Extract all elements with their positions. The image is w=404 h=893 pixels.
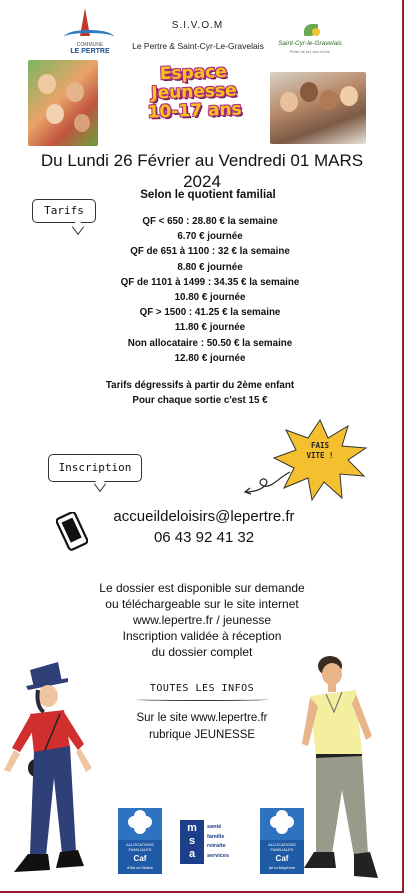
website-link[interactable]: www.lepertre.fr / jeunesse <box>132 613 272 627</box>
rate-line: 10.80 € journée <box>174 292 246 304</box>
msa-logo: m s a santé famille retraite services <box>180 820 238 864</box>
tarifs-list <box>90 214 330 366</box>
rate-line: QF > 1500 : 41.25 € la semaine <box>139 307 281 319</box>
rate-line: QF de 651 à 1100 : 32 € la semaine <box>130 246 290 258</box>
infos-site: Sur le site www.lepertre.fr rubrique JEUNESSE <box>100 710 304 744</box>
quotient-heading: Selon le quotient familial <box>140 189 276 201</box>
teens-photo-right <box>270 72 366 144</box>
commune-le-pertre-logo: COMMUNE LE PERTRE <box>62 8 118 56</box>
caf-ille-et-vilaine-logo: ALLOCATIONS FAMILIALES Caf d'Ille-et-Vilaine <box>118 808 162 874</box>
boy-illustration <box>296 654 400 890</box>
swirl-arrow-icon <box>242 468 292 496</box>
dossier-info: Le dossier est disponible sur demande ou téléchargeable sur le site internet www.lepertre.fr / jeunesse Inscription validée à réception du dossier complet <box>40 580 364 660</box>
tarifs-speech-bubble: Tarifs <box>32 199 96 223</box>
rate-line: QF < 650 : 28.80 € la semaine <box>142 216 278 227</box>
contact-email[interactable]: accueildeloisirs@lepertre.fr <box>113 508 295 525</box>
kids-photo-left <box>28 60 98 146</box>
rate-line: 6.70 € journée <box>177 231 243 243</box>
caf-flower-icon <box>274 814 290 830</box>
caf-mayenne-logo: ALLOCATIONS FAMILIALES Caf de la Mayenne <box>260 808 304 874</box>
dates-heading: Du Lundi 26 Février au Vendredi 01 MARS 2024 <box>40 151 364 191</box>
toutes-les-infos-title: TOUTES LES INFOS <box>149 683 255 694</box>
rate-line: 12.80 € journée <box>174 352 246 364</box>
rate-line: QF de 1101 à 1499 : 34.35 € la semaine <box>120 276 300 288</box>
caf-flower-icon <box>132 814 148 830</box>
degressif-note: Tarifs dégressifs à partir du 2ème enfant Pour chaque sortie c'est 15 € <box>105 380 295 406</box>
inscription-speech-bubble: Inscription <box>48 454 142 482</box>
rate-line: 8.80 € journée <box>177 261 243 273</box>
sun-icon <box>312 28 320 36</box>
towns-subtitle: Le Pertre & Saint-Cyr-Le-Gravelais <box>132 41 264 51</box>
fais-vite-text: FAIS VITE ! <box>306 441 334 460</box>
espace-jeunesse-title: Espace Jeunesse 10-17 ans <box>147 61 242 123</box>
site-link[interactable]: Sur le site www.lepertre.fr <box>136 712 268 724</box>
rate-line: Non allocataire : 50.50 € la semaine <box>127 337 293 349</box>
underline-decoration <box>136 698 268 701</box>
girl-illustration <box>0 658 110 888</box>
rate-line: 11.80 € journée <box>174 322 246 334</box>
contact-phone[interactable]: 06 43 92 41 32 <box>153 529 255 546</box>
saint-cyr-logo: Saint-Cyr-le-Gravelais Porte de la Loire d'Aou <box>278 24 342 58</box>
sivom-title: S.I.V.O.M <box>171 20 224 31</box>
